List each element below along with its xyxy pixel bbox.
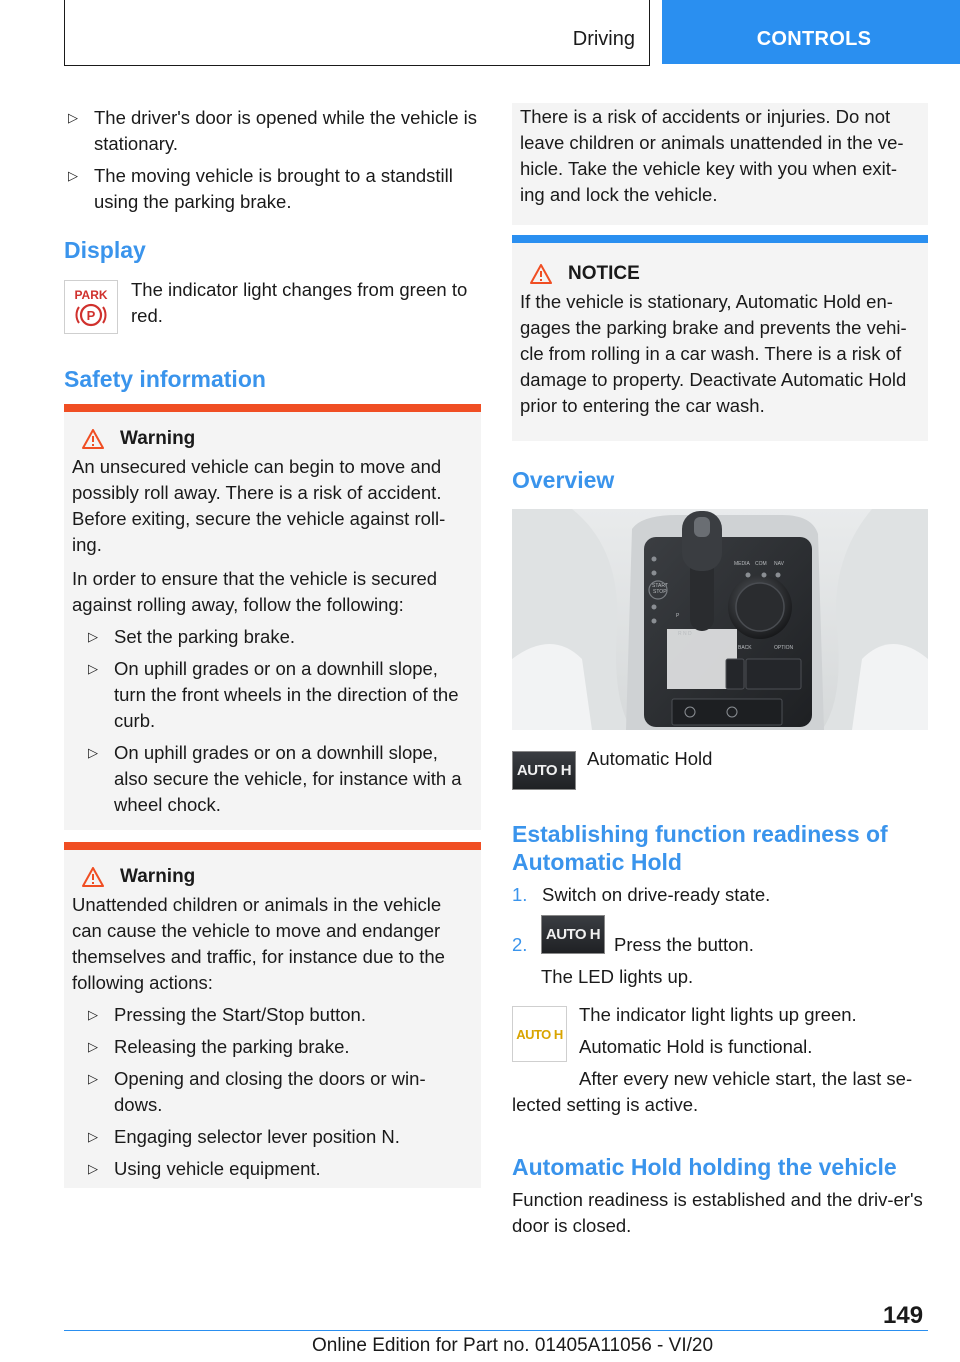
svg-text:P: P xyxy=(86,308,96,323)
display-text: The indicator light changes from green to red. xyxy=(131,279,468,326)
warning-box xyxy=(64,842,481,1188)
notice-box xyxy=(512,235,928,441)
triangle-bullet-icon: ▷ xyxy=(68,168,78,183)
auto-hold-caption: Automatic Hold xyxy=(587,748,713,769)
triangle-bullet-icon: ▷ xyxy=(88,1071,98,1086)
page-number: 149 xyxy=(883,1302,924,1329)
list-item: ▷ Engaging selector lever position N. xyxy=(84,1124,473,1150)
svg-text:NAV: NAV xyxy=(774,561,784,567)
list-item: ▷ Set the parking brake. xyxy=(84,624,473,650)
step-2-text: Press the button. xyxy=(614,934,754,955)
list-item: ▷ On uphill grades or on a downhill slope, also secure the vehicle, for instance with a wheel chock. xyxy=(88,742,462,815)
warning-list xyxy=(72,624,473,818)
header-chapter-box xyxy=(662,0,960,64)
svg-text:COM: COM xyxy=(755,561,767,567)
triangle-bullet-icon: ▷ xyxy=(88,629,98,644)
step-2: 2. xyxy=(512,934,528,955)
holding-heading: Automatic Hold holding the vehicle xyxy=(512,1154,897,1180)
overview-heading: Overview xyxy=(512,467,615,493)
triangle-bullet-icon: ▷ xyxy=(88,1007,98,1022)
warning-triangle-icon xyxy=(82,429,104,449)
list-item: ▷ Pressing the Start/Stop button. xyxy=(84,1002,473,1028)
list-item: ▷ Opening and closing the doors or win-dows. xyxy=(88,1068,426,1115)
triangle-bullet-icon: ▷ xyxy=(68,110,78,125)
svg-text:PARK: PARK xyxy=(74,288,108,302)
warning-paragraph: Unattended children or animals in the vehicle can cause the vehicle to move and endanger themselves and traffic, for instance due to the following actions: xyxy=(72,894,445,993)
warning-box xyxy=(64,404,481,830)
svg-text:OPTION: OPTION xyxy=(774,645,794,651)
indicator-text: After every new vehicle start, the last se-lected setting is active. xyxy=(512,1068,913,1115)
led-text: The LED lights up. xyxy=(541,966,694,987)
warning-list xyxy=(72,1002,473,1182)
triangle-bullet-icon: ▷ xyxy=(88,745,98,760)
triangle-bullet-icon: ▷ xyxy=(88,1161,98,1176)
indicator-text: The indicator light lights up green. xyxy=(579,1004,857,1025)
footer-divider xyxy=(64,1330,928,1331)
steps-list xyxy=(512,882,928,908)
svg-text:START: START xyxy=(652,583,668,589)
warning-bar xyxy=(64,842,481,850)
list-item: ▷ Using vehicle equipment. xyxy=(84,1156,473,1182)
svg-text:STOP: STOP xyxy=(653,589,667,595)
header-chapter-title: CONTROLS xyxy=(756,28,872,50)
header-section-title: Driving xyxy=(572,28,635,50)
list-item: ▷ The moving vehicle is brought to a standstill using the parking brake. xyxy=(68,165,453,212)
warning-bar xyxy=(64,404,481,412)
list-item: ▷ On uphill grades or on a downhill slope, turn the front wheels in the direction of the curb. xyxy=(88,658,459,731)
display-heading: Display xyxy=(64,237,146,263)
notice-title: NOTICE xyxy=(520,263,920,285)
list-item: ▷ Releasing the parking brake. xyxy=(84,1034,473,1060)
warning-title: Warning xyxy=(72,866,473,888)
svg-text:P: P xyxy=(676,613,680,619)
header-section-box xyxy=(64,0,650,66)
auto-hold-button-icon: AUTO H xyxy=(541,915,605,954)
park-brake-indicator-icon xyxy=(64,280,118,334)
warning-paragraph: An unsecured vehicle can begin to move and possibly roll away. There is a risk of accident. Before exiting, secure the vehicle against roll-ing. xyxy=(72,456,446,555)
list-item: 1. Switch on drive-ready state. xyxy=(512,884,771,905)
risk-box xyxy=(512,103,928,225)
warning-paragraph: In order to ensure that the vehicle is secured against rolling away, follow the following: xyxy=(72,568,438,615)
svg-text:MEDIA: MEDIA xyxy=(734,561,750,567)
risk-text: There is a risk of accidents or injuries. Do not leave children or animals unattended in the ve-hicle. Take the vehicle key with you when exit-ing and lock the vehicle. xyxy=(520,106,904,205)
auto-hold-button-icon: AUTO H xyxy=(512,751,576,790)
warning-triangle-icon xyxy=(82,867,104,887)
establish-heading: Establishing function readiness of Automatic Hold xyxy=(512,821,888,875)
indicator-text: Automatic Hold is functional. xyxy=(579,1036,813,1057)
triangle-bullet-icon: ▷ xyxy=(88,1129,98,1144)
triangle-bullet-icon: ▷ xyxy=(88,661,98,676)
svg-text:BACK: BACK xyxy=(738,645,752,651)
svg-text:R N D: R N D xyxy=(678,631,692,637)
holding-text: Function readiness is established and the driv-er's door is closed. xyxy=(512,1189,923,1236)
triangle-bullet-icon: ▷ xyxy=(88,1039,98,1054)
footer-edition: Online Edition for Part no. 01405A11056 - VI/20 xyxy=(312,1335,714,1356)
notice-bar xyxy=(512,235,928,243)
list-item: ▷ The driver's door is opened while the vehicle is stationary. xyxy=(68,107,477,154)
center-console-image xyxy=(512,509,928,730)
auto-hold-indicator-icon: AUTO H xyxy=(512,1006,567,1062)
top-bullet-list xyxy=(64,105,482,221)
notice-triangle-icon xyxy=(530,264,552,284)
notice-text: If the vehicle is stationary, Automatic Hold en-gages the parking brake and prevents the vehi-cle from rolling in a car wash. There is a risk of damage to property. Deactivate Automatic Hold prior to entering the car wash. xyxy=(520,291,907,416)
safety-heading: Safety information xyxy=(64,366,266,392)
warning-title: Warning xyxy=(72,428,473,450)
